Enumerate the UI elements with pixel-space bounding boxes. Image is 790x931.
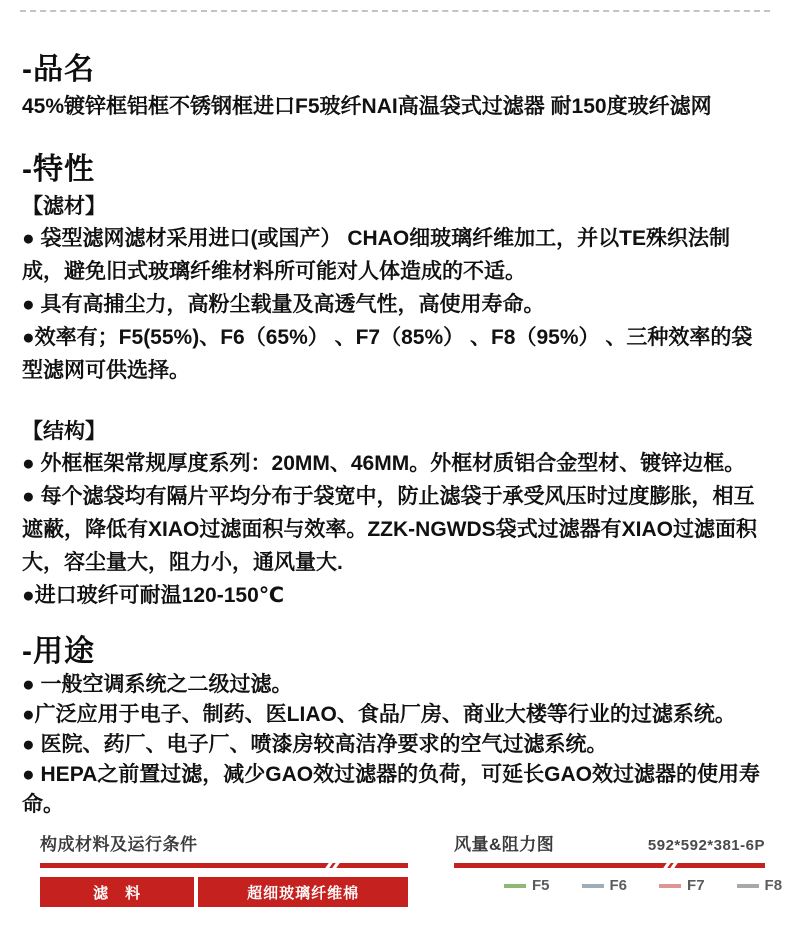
section-features (22, 152, 768, 612)
usage-item: ● 一般空调系统之二级过滤。 (22, 673, 293, 696)
legend-label: F8 (764, 877, 783, 894)
materials-table-value-cell: 超细玻璃纤维棉 (198, 877, 408, 907)
section-title-pinming: -品名 (22, 53, 95, 86)
feature-item: ● 袋型滤网滤材采用进口(或国产） CHAO细玻璃纤维加工，并以TE殊织法制成，避免旧式玻璃纤维材料所可能对人体造成的不适。 (22, 227, 731, 283)
section-title-yongtu: -用途 (22, 635, 95, 668)
product-description-page (0, 10, 790, 931)
legend-line-swatch (737, 884, 759, 888)
structure-item: ● 每个滤袋均有隔片平均分布于袋宽中，防止滤袋于承受风压时过度膨胀，相互遮蔽，降低有XIAO过滤面积与效率。ZZK-NGWDS袋式过滤器有XIAO过滤面积大，容尘量大，阻力小，通风量大. (22, 485, 757, 574)
filter-model-number: 592*592*381-6P (647, 837, 765, 854)
airflow-chart-panel (454, 834, 783, 907)
legend-line-swatch (582, 884, 604, 888)
feature-item: ● 具有高捕尘力，高粉尘载量及高透气性，高使用寿命。 (22, 293, 545, 316)
legend-item (737, 877, 783, 894)
bar-notch (331, 863, 341, 868)
top-dashed-divider (20, 10, 770, 12)
legend-item (659, 877, 705, 894)
usage-item: ●广泛应用于电子、制药、医LIAO、食品厂房、商业大楼等行业的过滤系统。 (22, 703, 736, 726)
section-usage (22, 634, 768, 820)
structure-item: ● 外框框架常规厚度系列：20MM、46MM。外框材质铝合金型材、镀锌边框。 (22, 452, 746, 475)
legend-line-swatch (504, 884, 526, 888)
product-name-text: 45%镀锌框铝框不锈钢框进口F5玻纤NAI高温袋式过滤器 耐150度玻纤滤网 (22, 95, 712, 118)
legend-label: F6 (609, 877, 628, 894)
legend-label: F7 (687, 877, 705, 894)
usage-item: ● HEPA之前置过滤，减少GAO效过滤器的负荷，可延长GAO效过滤器的使用寿命。 (22, 763, 760, 816)
airflow-chart-title: 风量&阻力图 (454, 835, 555, 854)
feature-item: ●效率有；F5(55%)、F6（65%） 、F7（85%） 、F8（95%） 、三种效率的袋型滤网可供选择。 (22, 326, 753, 382)
section-product-name (22, 52, 768, 122)
legend-item (582, 877, 628, 894)
usage-item: ● 医院、药厂、电子厂、喷漆房较高洁净要求的空气过滤系统。 (22, 733, 608, 756)
bottom-panels (0, 834, 790, 907)
red-underline-bar (454, 863, 765, 868)
materials-panel-title: 构成材料及运行条件 (40, 835, 198, 854)
materials-table-header-cell: 滤 料 (40, 877, 194, 907)
chart-legend (454, 877, 783, 894)
legend-label: F5 (532, 877, 550, 894)
structure-label: 【结构】 (22, 420, 106, 443)
section-title-texing: -特性 (22, 153, 95, 186)
materials-table-row (40, 877, 408, 907)
filter-material-label: 【滤材】 (22, 195, 106, 218)
red-underline-bar (40, 863, 408, 868)
structure-item: ●进口玻纤可耐温120-150℃ (22, 584, 285, 607)
materials-panel (40, 834, 408, 907)
bar-notch (669, 863, 679, 868)
legend-item (504, 877, 550, 894)
legend-line-swatch (659, 884, 681, 888)
